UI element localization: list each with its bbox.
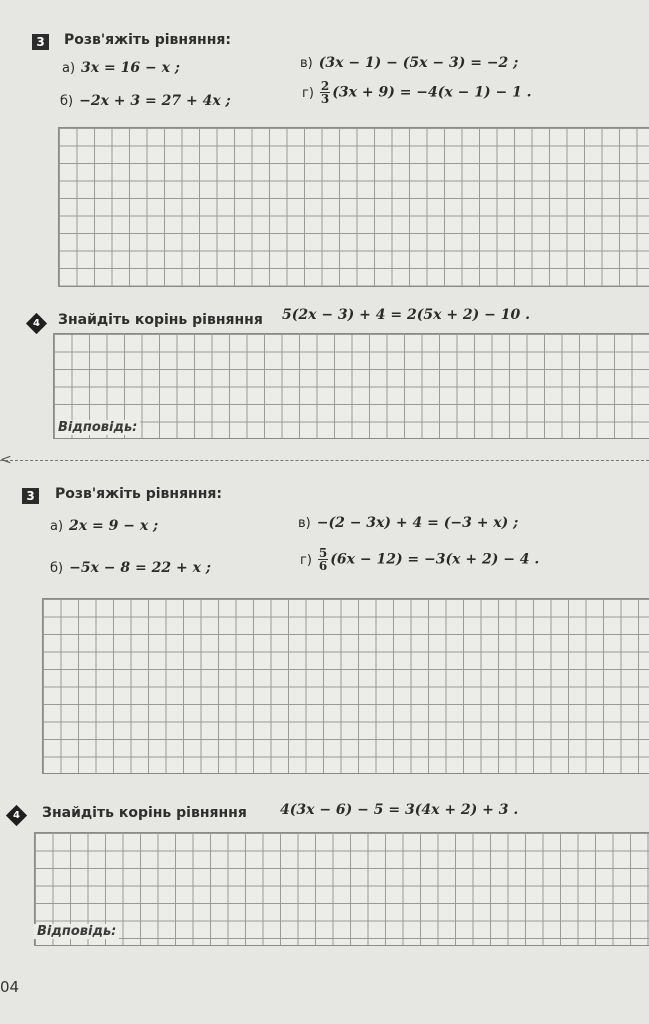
equation-item-v	[298, 515, 518, 531]
equation-item-g	[300, 547, 539, 572]
fraction	[320, 80, 330, 105]
equation-text: 5(2x − 3) + 4 = 2(5x + 2) − 10 .	[282, 307, 531, 323]
equation-text: −2x + 3 = 27 + 4x ;	[79, 93, 231, 109]
answer-grid[interactable]	[53, 333, 649, 439]
item-label: б)	[50, 561, 64, 576]
task-number-badge: 3	[32, 34, 49, 50]
answer-grid[interactable]	[34, 832, 649, 946]
item-label: в)	[300, 56, 313, 71]
equation-text: (6x − 12) = −3(x + 2) − 4 .	[330, 551, 540, 568]
task-title: Знайдіть корінь рівняння	[42, 805, 247, 821]
fraction-numerator: 5	[318, 546, 328, 560]
task-title: Розв'яжіть рівняння:	[64, 32, 231, 48]
task-equation	[282, 307, 530, 323]
fraction-numerator: 2	[320, 79, 330, 93]
equation-item-a	[62, 60, 180, 76]
task-number-badge: 3	[22, 488, 39, 504]
task-number-diamond	[6, 805, 27, 826]
task-number: 4	[33, 318, 40, 329]
page-number: 04	[0, 978, 20, 996]
equation-text: 3x = 16 − x ;	[81, 60, 180, 76]
equation-text: (3x − 1) − (5x − 3) = −2 ;	[318, 55, 519, 71]
equation-text: 4(3x − 6) − 5 = 3(4x + 2) + 3 .	[280, 802, 519, 818]
equation-item-b	[60, 93, 231, 109]
answer-label: Відповідь:	[55, 420, 140, 435]
fraction-denominator: 3	[320, 92, 330, 106]
item-label: в)	[298, 516, 311, 531]
equation-item-v	[300, 55, 518, 71]
equation-item-b	[50, 560, 211, 576]
equation-text: −(2 − 3x) + 4 = (−3 + x) ;	[316, 515, 519, 531]
scissors-icon: <	[0, 452, 12, 468]
equation-text: 2x = 9 − x ;	[69, 518, 159, 534]
task-number-diamond	[26, 313, 47, 334]
equation-text: (3x + 9) = −4(x − 1) − 1 .	[332, 84, 532, 101]
item-label: б)	[60, 94, 74, 109]
fraction-denominator: 6	[318, 559, 328, 573]
equation-text: −5x − 8 = 22 + x ;	[69, 560, 211, 576]
item-label: г)	[300, 552, 312, 568]
item-label: г)	[302, 85, 314, 101]
equation-item-g	[302, 80, 532, 105]
answer-grid[interactable]	[42, 598, 649, 774]
fraction	[318, 547, 328, 572]
task-title: Розв'яжіть рівняння:	[55, 486, 222, 502]
answer-label: Відповідь:	[34, 924, 119, 939]
item-label: а)	[62, 61, 76, 76]
equation-item-a	[50, 518, 158, 534]
item-label: а)	[50, 519, 64, 534]
task-equation	[280, 802, 518, 818]
task-number: 4	[13, 810, 20, 821]
answer-grid[interactable]	[58, 127, 649, 287]
cut-line	[0, 460, 649, 461]
task-title: Знайдіть корінь рівняння	[58, 312, 263, 328]
